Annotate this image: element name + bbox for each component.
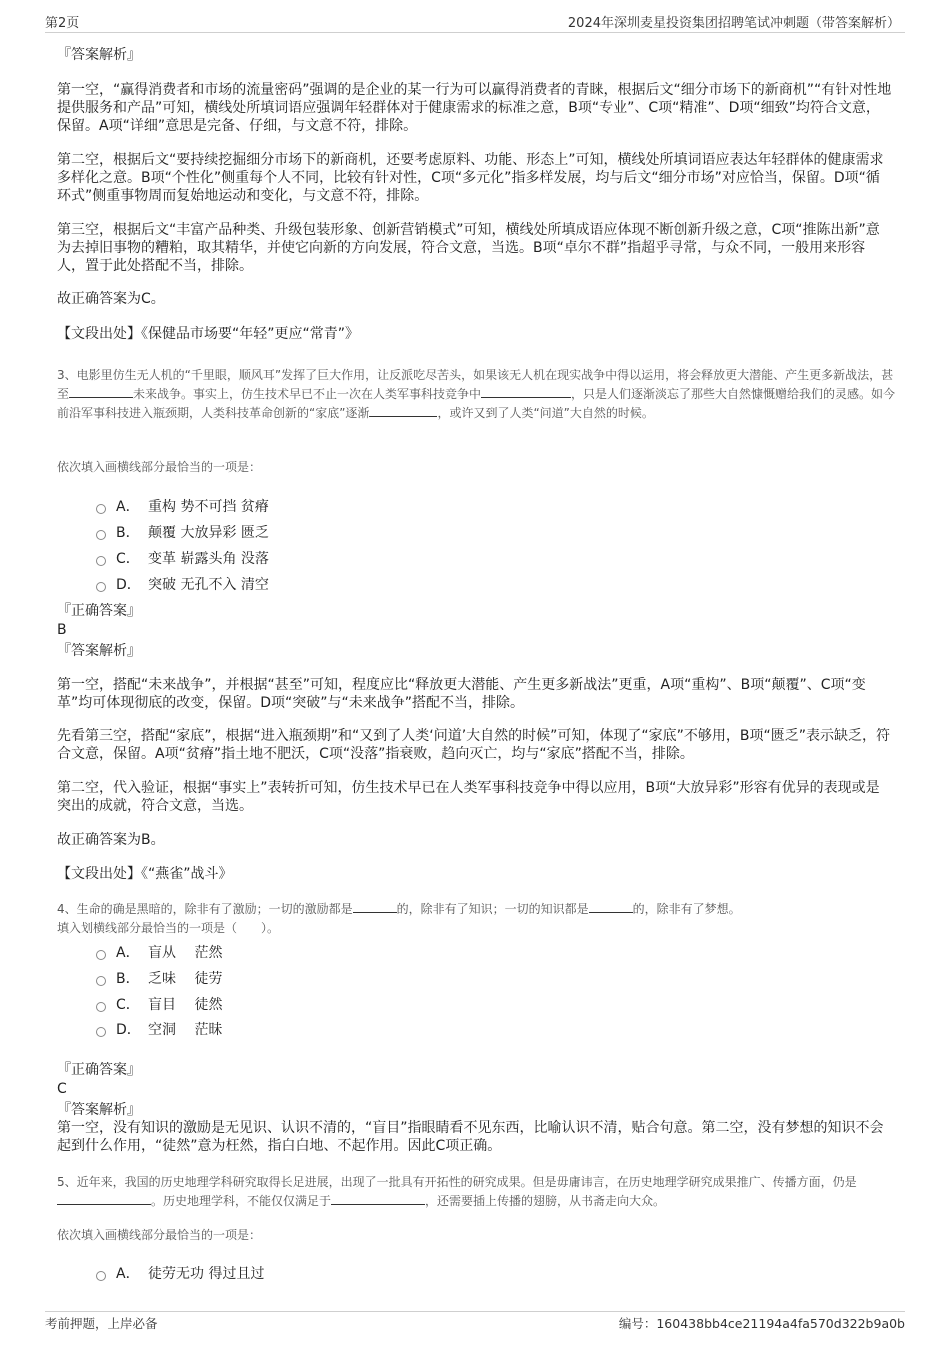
q3-source: 【文段出处】《“燕雀”战斗》 [57, 866, 233, 882]
q4-analysis-label: 『答案解析』 [57, 1102, 141, 1118]
radio-icon[interactable] [96, 582, 106, 592]
q4-answer: C [57, 1081, 67, 1097]
q5-blank-2 [331, 1193, 425, 1205]
q3-analysis-label: 『答案解析』 [57, 643, 141, 659]
page-number: 第2页 [45, 16, 80, 31]
q4-prompt: 填入划横线部分最恰当的一项是（ ）。 [57, 921, 280, 935]
document-code-value: 160438bb4ce21194a4fa570d322b9a0b [656, 1316, 905, 1331]
q2-analysis-para-1: 第一空，“赢得消费者和市场的流量密码”强调的是企业的某一行为可以赢得消费者的青睐，根据后文“细分市场下的新商机”“有针对性地提供服务和产品”可知，横线处所填词语应强调年轻群体对于健康需求的标准之意，B项“专业”、C项“精准”、D项“细致”均符合文意，保留。A项“详细”意思是完备、仔细，与文意不符，排除。 [57, 82, 892, 134]
radio-icon[interactable] [96, 530, 106, 540]
q4-stem [57, 900, 897, 919]
q4-blank-2 [589, 901, 633, 913]
header-divider [45, 32, 905, 33]
radio-icon[interactable] [96, 556, 106, 566]
q3-prompt: 依次填入画横线部分最恰当的一项是： [57, 460, 262, 474]
q3-blank-2 [481, 386, 571, 398]
q2-conclusion: 故正确答案为C。 [57, 291, 165, 307]
q4-option-b[interactable]: B． 乏味 徒劳 [96, 968, 222, 988]
q3-analysis-para-2: 先看第三空，搭配“家底”，根据“进入瓶颈期”和“又到了人类‘问道’大自然的时候”可知，体现了“家底”不够用，B项“匮乏”表示缺乏，符合文意，保留。A项“贫瘠”指土地不肥沃，C项“没落”指衰败，趋向灭亡，均与“家底”搭配不当，排除。 [57, 728, 891, 762]
q3-option-c[interactable]: C． 变革 崭露头角 没落 [96, 548, 269, 568]
q3-stem-part-3: ，只是人们逐渐淡忘了那些大自然慷慨赠给我们的灵感。如今前沿军事科技进入瓶颈期，人类科技革命创新的“家底”逐渐 [57, 387, 896, 420]
radio-icon[interactable] [96, 1002, 106, 1012]
q2-analysis-para-3: 第三空，根据后文“丰富产品种类、升级包装形象、创新营销模式”可知，横线处所填成语应体现不断创新升级之意，C项“推陈出新”意为去掉旧事物的糟粕，取其精华，并使它向新的方向发展，符合文意，当选。B项“卓尔不群”指超乎寻常，与众不同，一般用来形容人，置于此处搭配不当，排除。 [57, 222, 880, 274]
q4-stem-part-2: 的，除非有了知识；一切的知识都是 [396, 902, 589, 916]
q5-stem-part-3: ，还需要插上传播的翅膀，从书斋走向大众。 [425, 1194, 666, 1208]
q4-option-c[interactable]: C． 盲目 徒然 [96, 994, 222, 1014]
q3-option-a[interactable]: A． 重构 势不可挡 贫瘠 [96, 496, 269, 516]
q2-analysis-label: 『答案解析』 [57, 47, 141, 63]
document-title: 2024年深圳麦星投资集团招聘笔试冲刺题（带答案解析） [567, 16, 900, 31]
q5-stem-part-2: 。历史地理学科，不能仅仅满足于 [151, 1194, 332, 1208]
q3-option-b[interactable]: B． 颠覆 大放异彩 匮乏 [96, 522, 269, 542]
q2-analysis-para-2: 第二空，根据后文“要持续挖掘细分市场下的新商机，还要考虑原料、功能、形态上”可知，横线处所填词语应表达年轻群体的健康需求多样化之意。B项“个性化”侧重每个人不同，比较有针对性，C项“多元化”指多样发展，均与后文“细分市场”对应恰当，保留。D项“循环式”侧重事物周而复始地运动和变化，与文意不符，排除。 [57, 152, 884, 204]
radio-icon[interactable] [96, 504, 106, 514]
q4-analysis: 第一空，没有知识的激励是无见识、认识不清的，“盲目”指眼睛看不见东西，比喻认识不清，贴合句意。第二空，没有梦想的知识不会起到什么作用，“徒然”意为枉然，指白白地、不起作用。因此C项正确。 [57, 1120, 884, 1154]
q4-stem-part-3: 的，除非有了梦想。 [632, 902, 741, 916]
q4-option-a[interactable]: A． 盲从 茫然 [96, 942, 222, 962]
q3-blank-1 [69, 386, 133, 398]
q3-answer: B [57, 622, 67, 638]
document-code [619, 1314, 905, 1332]
document-code-label: 编号： [618, 1316, 657, 1331]
q4-stem-part-1: 4、生命的确是黑暗的，除非有了激励；一切的激励都是 [57, 902, 353, 916]
q5-option-a[interactable]: A． 徒劳无功 得过且过 [96, 1263, 264, 1283]
q3-analysis-para-1: 第一空，搭配“未来战争”，并根据“甚至”可知，程度应比“释放更大潜能、产生更多新战法”更重，A项“重构”、B项“颠覆”、C项“变革”均可体现彻底的改变，保留。D项“突破”与“未来战争”搭配不当，排除。 [57, 677, 866, 711]
radio-icon[interactable] [96, 950, 106, 960]
q2-source: 【文段出处】《保健品市场要“年轻”更应“常青”》 [57, 326, 360, 342]
q5-blank-1 [57, 1193, 151, 1205]
q3-stem [57, 366, 897, 423]
q5-prompt: 依次填入画横线部分最恰当的一项是： [57, 1228, 262, 1242]
footer-slogan: 考前押题，上岸必备 [45, 1316, 158, 1331]
q3-stem-part-1: 3、电影里仿生无人机的“千里眼，顺风耳”发挥了巨大作用，让反派吃尽苦头，如果该无人机在现实战争中得以运用，将会释放更大潜能、产生更多新战法，甚至 [57, 368, 894, 401]
q3-blank-3 [369, 405, 437, 417]
radio-icon[interactable] [96, 1271, 106, 1281]
footer-divider [45, 1311, 905, 1312]
q5-stem [57, 1173, 897, 1211]
q3-stem-part-2: 未来战争。事实上，仿生技术早已不止一次在人类军事科技竞争中 [133, 387, 482, 401]
q5-stem-part-1: 5、近年来，我国的历史地理学科研究取得长足进展，出现了一批具有开拓性的研究成果。但是毋庸讳言，在历史地理学研究成果推广、传播方面，仍是 [57, 1175, 857, 1189]
radio-icon[interactable] [96, 1027, 106, 1037]
q4-blank-1 [353, 901, 397, 913]
q3-conclusion: 故正确答案为B。 [57, 832, 165, 848]
q4-option-d[interactable]: D． 空洞 茫昧 [96, 1019, 222, 1039]
q3-option-d[interactable]: D． 突破 无孔不入 清空 [96, 574, 269, 594]
q4-answer-label: 『正确答案』 [57, 1062, 141, 1078]
radio-icon[interactable] [96, 976, 106, 986]
q3-stem-part-4: ，或许又到了人类“问道”大自然的时候。 [437, 406, 654, 420]
q3-answer-label: 『正确答案』 [57, 603, 141, 619]
q3-analysis-para-3: 第二空，代入验证，根据“事实上”表转折可知，仿生技术早已在人类军事科技竞争中得以应用，B项“大放异彩”形容有优异的表现或是突出的成就，符合文意，当选。 [57, 780, 880, 814]
